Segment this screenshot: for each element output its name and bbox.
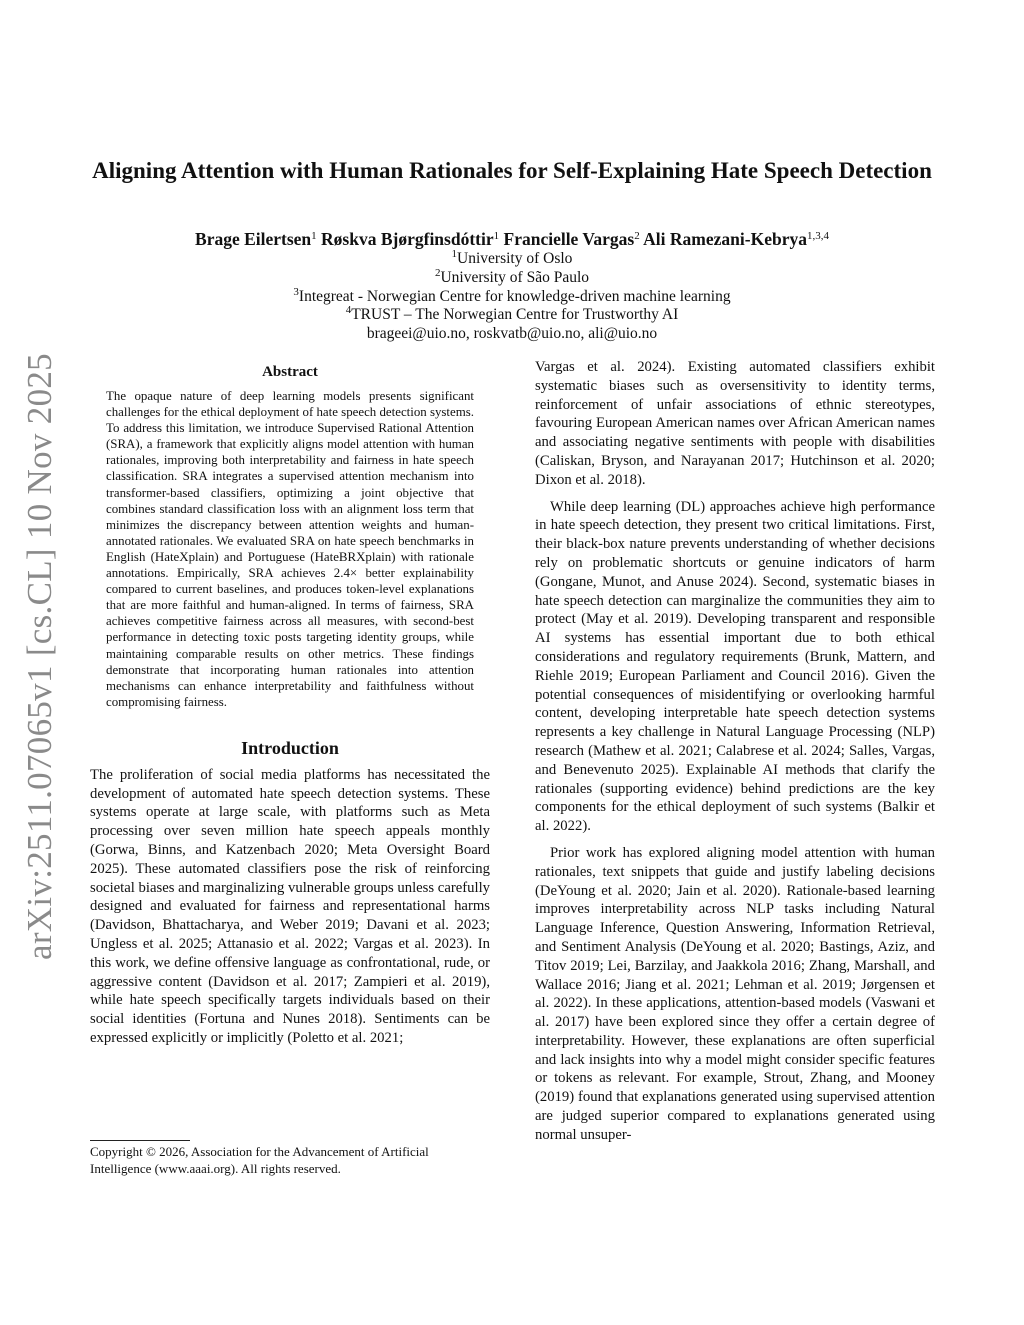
intro-paragraph: The proliferation of social media platforms has necessitated the development of automated hate speech detection systems. These systems operate at large scale, with platforms such as Meta processing over seven million hate speech appeals monthly (Gorwa, Binns, and Katzenbach 2020; Meta Oversight Board 2025). These automated classifiers pose the risk of reinforcing societal biases and marginalizing vulnerable groups unless carefully designed and evaluated for fairness and representational harms (Davidson, Bhattacharya, and Weber 2019; Davani et al. 2023; Ungless et al. 2025; Attanasio et al. 2022; Vargas et al. 2023). In this work, we define offensive language as confrontational, rude, or aggressive content (Davidson et al. 2017; Zampieri et al. 2019), while hate speech specifically targets individuals based on their social identities (Fortuna and Nunes 2018). Sentiments can be expressed explicitly or implicitly (Poletto et al. 2021; <box>90 766 490 1047</box>
abstract-heading: Abstract <box>262 364 318 380</box>
author: Brage Eilertsen$^1$ <box>195 229 317 249</box>
author-emails: brageei@uio.no, roskvatb@uio.no, ali@uio.no <box>366 325 658 343</box>
body-paragraph: Vargas et al. 2024). Existing automated classifiers exhibit systematic biases such as oversensitivity to identity terms, reinforcement of unfair associations of ethnic stereotypes, favouring European American names over African American names and associating negative sentiments with people with disabilities (Caliskan, Bryson, and Narayanan 2017; Hutchinson et al. 2020; Dixon et al. 2018). <box>535 359 935 488</box>
copyright-footnote: Copyright © 2026, Association for the Advancement of Artificial Intelligence (www.aaai.org). All rights reserved. <box>90 1144 429 1176</box>
right-column <box>535 358 935 1153</box>
footnote-divider <box>90 1140 190 1141</box>
body-paragraph: Prior work has explored aligning model attention with human rationales, text snippets that guide and justify labeling decisions (DeYoung et al. 2020; Jain et al. 2020). Rationale-based learning improves interpretability across NLP tasks including Natural Language Inference, Question Answering, Information Retrieval, and Sentiment Analysis (DeYoung et al. 2020; Bastings, Aziz, and Titov 2019; Lei, Barzilay, and Jaakkola 2016; Zhang, Marshall, and Wallace 2016; Jiang et al. 2021; Lehman et al. 2019; Jørgensen et al. 2022). In these applications, attention-based models (Vaswani et al. 2017) have been explored since they offer a certain degree of interpretability. However, these explanations are often superficial and lack insights into why a model might consider specific features or tokens as relevant. For example, Strout, Zhang, and Mooney (2019) found that explanations generated using supervised attention are judged superior compared to explanations generated using normal unsuper- <box>535 844 935 1143</box>
abstract-text: The opaque nature of deep learning models presents significant challenges for the ethical deployment of hate speech detection systems. To address this limitation, we introduce Supervised Rational Attention (SRA), a framework that explicitly aligns model attention with human rationales, improving both interpretability and fairness in hate speech classification. SRA integrates a supervised attention mechanism into transformer-based classifiers, optimizing a joint objective that combines standard classification loss with an alignment loss term that minimizes the discrepancy between attention weights and human-annotated rationales. We evaluated SRA on hate speech benchmarks in English (HateXplain) and Portuguese (HateBRXplain) with rationale annotations. Empirically, SRA achieves 2.4× better explainability compared to current baselines, and produces token-level explanations that are more faithful and human-aligned. In terms of fairness, SRA achieves competitive fairness across all measures, with second-best performance in detecting toxic posts targeting identity groups, while maintaining comparable results on other metrics. These findings demonstrate that incorporating human rationales into attention mechanisms can enhance interpretability and faithfulness without compromising fairness. <box>106 389 474 709</box>
author: Francielle Vargas$^2$ <box>503 229 640 249</box>
body-paragraph: While deep learning (DL) approaches achieve high performance in hate speech detection, they present two critical limitations. First, their black-box nature prevents understanding of whether decisions rely on problematic shortcuts or genuine indicators of harm (Gongane, Munot, and Anuse 2024). Second, systematic biases in hate speech detection can marginalize the communities they aim to protect (May et al. 2019). Developing transparent and responsible AI systems has essential important due to both ethical considerations and regulatory requirements (Brunk, Mattern, and Riehle 2019; European Parliament and Council 2016). Given the potential consequences of misidentifying or overlooking harmful content, developing interpretable hate speech detection systems represents a key challenge in Natural Language Processing (NLP) research (Mathew et al. 2021; Calabrese et al. 2024; Salles, Vargas, and Benevenuto 2025). Explainable AI methods that clarify the rationales (supporting evidence) behind predictions are the key components for the ethical deployment of such systems (Balkir et al. 2022). <box>535 498 935 835</box>
affiliation: $^4$TRUST – The Norwegian Centre for Trustworthy AI <box>345 304 679 324</box>
paper-title: Aligning Attention with Human Rationales for Self-Explaining Hate Speech Detection <box>92 158 932 183</box>
arxiv-stamp: arXiv:2511.07065v1 [cs.CL] 10 Nov 2025 <box>20 353 59 960</box>
affiliation: $^3$Integreat - Norwegian Centre for knowledge-driven machine learning <box>293 285 731 305</box>
author: Ali Ramezani-Kebrya$^{1,3,4}$ <box>643 229 829 249</box>
author-list <box>90 227 934 251</box>
affiliation: $^1$University of Oslo <box>451 248 573 267</box>
affiliations <box>90 250 934 344</box>
left-column <box>90 360 490 1048</box>
introduction-heading: Introduction <box>241 737 339 758</box>
affiliation: $^2$University of São Paulo <box>434 266 590 286</box>
author: Røskva Bjørgfinsdóttir$^1$ <box>321 229 500 249</box>
